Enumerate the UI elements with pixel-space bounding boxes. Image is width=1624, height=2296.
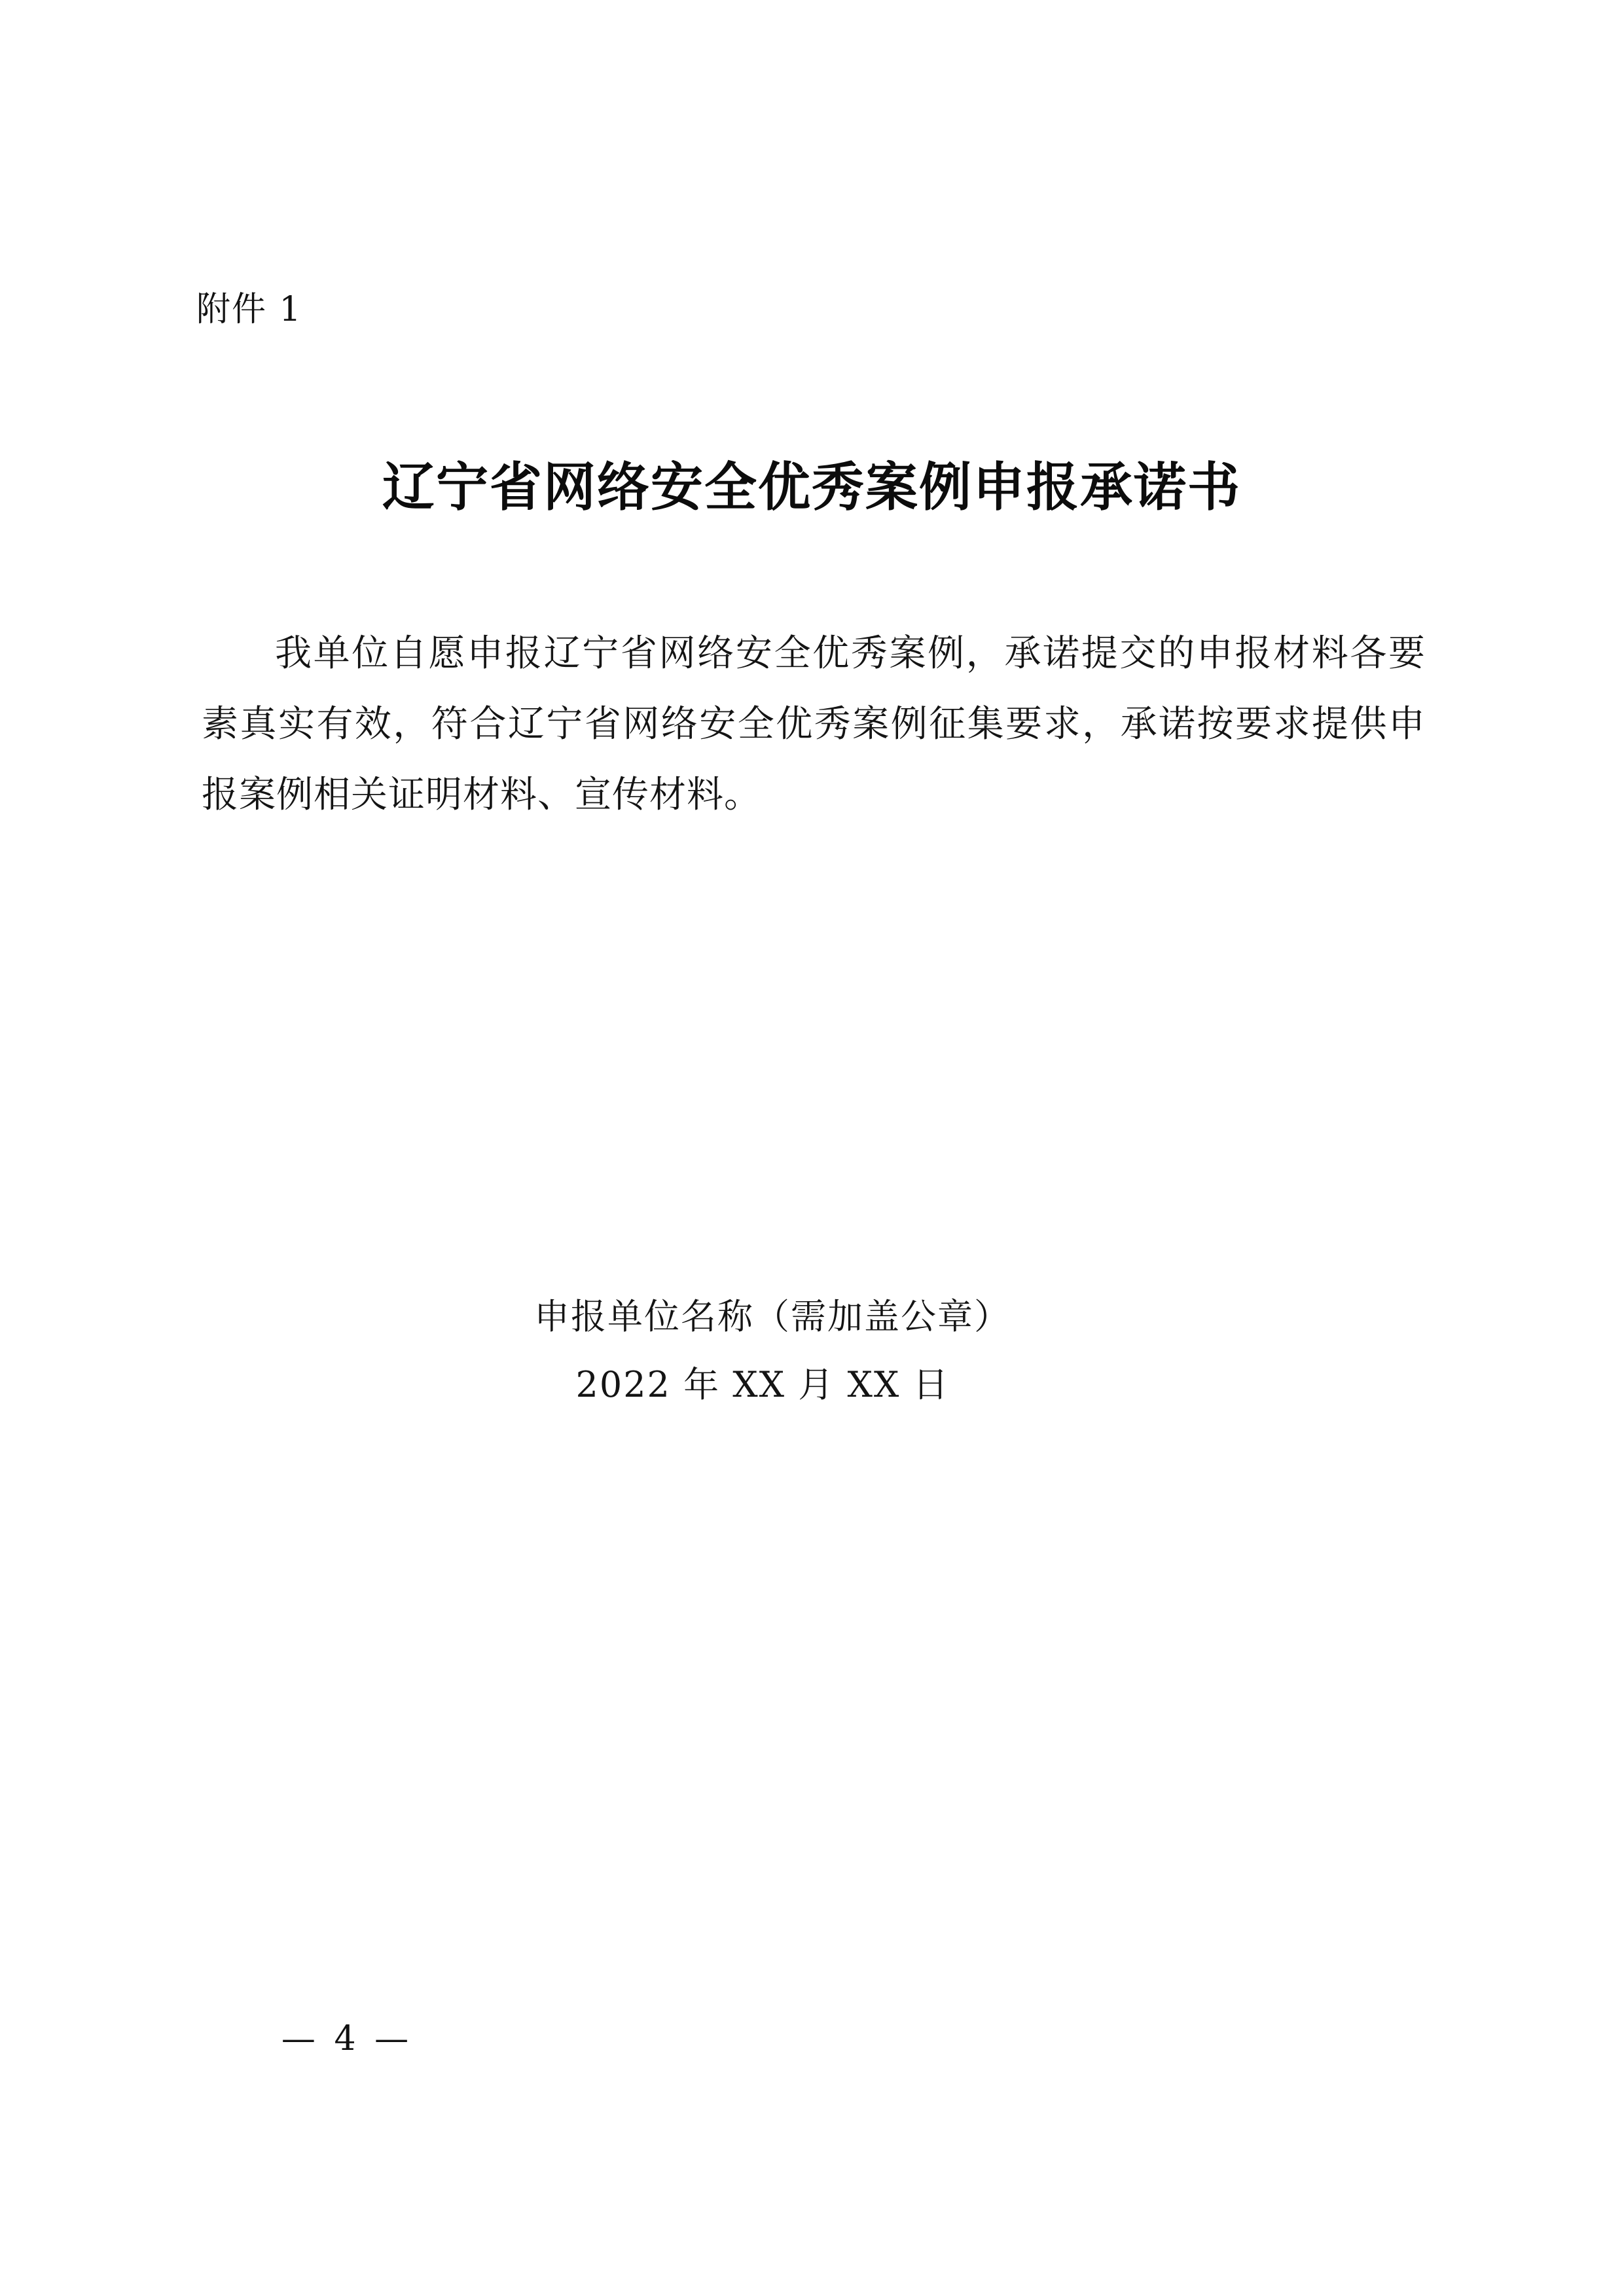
signature-block [196, 1283, 1427, 1419]
page-title: 辽宁省网络安全优秀案例申报承诺书 [382, 456, 1241, 518]
body-paragraph: 我单位自愿申报辽宁省网络安全优秀案例，承诺提交的申报材料各要素真实有效，符合辽宁省网络安全优秀案例征集要求，承诺按要求提供申报案例相关证明材料、宣传材料。 [202, 632, 1426, 816]
attachment-label: 附件 1 [196, 290, 302, 329]
signature-unit-name: 申报单位名称（需加盖公章） [534, 1296, 1011, 1337]
signature-date: 2022 年 XX 月 XX 日 [575, 1364, 950, 1405]
page-number: — 4 — [281, 2019, 413, 2058]
